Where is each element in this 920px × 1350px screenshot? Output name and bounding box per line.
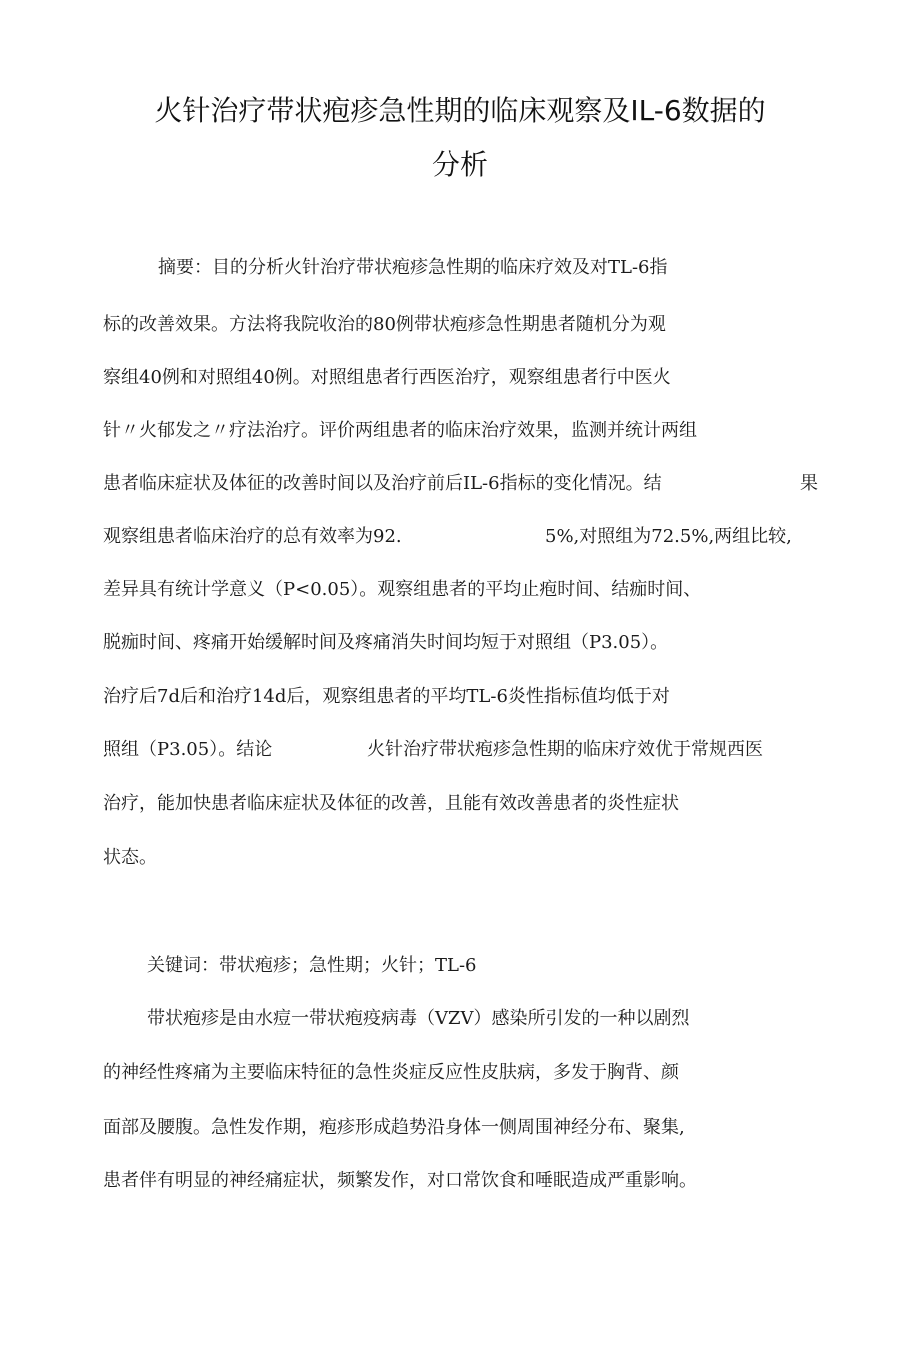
- abstract-line: 摘要：目的分析火针治疗带状疱疹急性期的临床疗效及对TL-6指: [158, 257, 668, 278]
- abstract-line: 治疗后7d后和治疗14d后，观察组患者的平均TL-6炎性指标值均低于对: [103, 686, 670, 707]
- abstract-line-end: 果: [800, 473, 818, 494]
- intro-line: 面部及腰腹。急性发作期，疱疹形成趋势沿身体一侧周围神经分布、聚集,: [103, 1117, 685, 1138]
- abstract-line: 标的改善效果。方法将我院收治的80例带状疱疹急性期患者随机分为观: [103, 314, 666, 335]
- intro-line: 患者伴有明显的神经痛症状，频繁发作，对口常饮食和唾眠造成严重影响。: [103, 1170, 697, 1191]
- document-title-line-2: 分析: [431, 148, 488, 181]
- intro-line: 带状疱疹是由水痘一带状疱疫病毒（VZV）感染所引发的一种以剧烈: [147, 1008, 690, 1029]
- abstract-line-end: 5%,对照组为72.5%,两组比较,: [545, 526, 792, 547]
- abstract-line: 脱痂时间、疼痛开始缓解时间及疼痛消失时间均短于对照组（P3.05）。: [103, 632, 669, 653]
- abstract-line: 照组（P3.05）。结论: [103, 739, 273, 760]
- abstract-line: 患者临床症状及体征的改善时间以及治疗前后IL-6指标的变化情况。结: [103, 473, 662, 494]
- abstract-line: 针〃火郁发之〃疗法治疗。评价两组患者的临床治疗效果，监测并统计两组: [103, 420, 697, 441]
- intro-line: 的神经性疼痛为主要临床特征的急性炎症反应性皮肤病，多发于胸背、颜: [103, 1062, 679, 1083]
- abstract-line: 差异具有统计学意义（P<0.05）。观察组患者的平均止疱时间、结痂时间、: [103, 579, 702, 600]
- document-title-line-1: 火针治疗带状疱疹急性期的临床观察及IL-6数据的: [154, 94, 766, 127]
- abstract-line: 状态。: [103, 847, 157, 868]
- abstract-line-end: 火针治疗带状疱疹急性期的临床疗效优于常规西医: [367, 739, 763, 760]
- abstract-line: 治疗，能加快患者临床症状及体征的改善，且能有效改善患者的炎性症状: [103, 793, 679, 814]
- abstract-line: 观察组患者临床治疗的总有效率为92.: [103, 526, 402, 547]
- abstract-line: 察组40例和对照组40例。对照组患者行西医治疗，观察组患者行中医火: [103, 367, 671, 388]
- keywords: 关键词：带状疱疹；急性期；火针；TL-6: [147, 955, 477, 976]
